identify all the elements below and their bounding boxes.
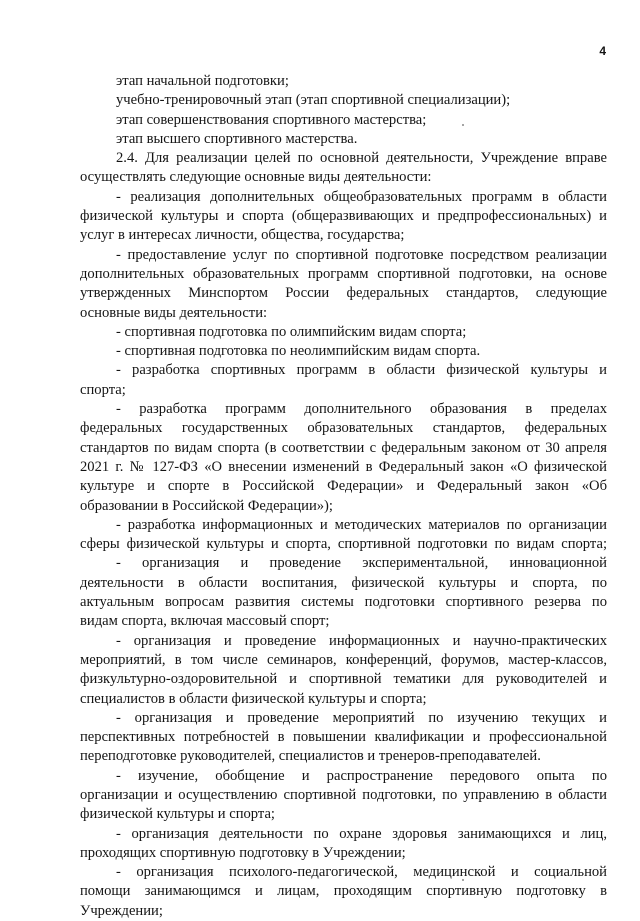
- page-number: 4: [599, 44, 606, 58]
- text-line: этап совершенствования спортивного мастерства;: [116, 111, 427, 128]
- text-line: - организация и проведение мероприятий по изучению текущих и: [116, 709, 607, 726]
- text-line: физкультурно-оздоровительной и спортивной тематики для руководителей и: [80, 671, 607, 688]
- text-line: основные виды деятельности:: [80, 304, 268, 321]
- text-line: проходящих спортивную подготовку в Учреждении;: [80, 844, 406, 861]
- text-line: переподготовке руководителей, специалистов и тренеров-преподавателей.: [80, 748, 541, 765]
- text-line: федеральных государственных образовательных стандартов, федеральных: [80, 420, 607, 437]
- text-line: учебно-тренировочный этап (этап спортивной специализации);: [116, 92, 511, 109]
- text-line: - реализация дополнительных общеобразовательных программ в области: [116, 188, 607, 205]
- text-line: - спортивная подготовка по олимпийским видам спорта;: [116, 323, 467, 340]
- text-line: утвержденных Минспортом России федеральных стандартов, следующие: [80, 285, 607, 302]
- text-line: физической культуры и спорта;: [80, 806, 275, 823]
- text-line: Учреждении;: [80, 902, 163, 919]
- text-line: - спортивная подготовка по неолимпийским видам спорта.: [116, 343, 481, 360]
- text-line: деятельности в области воспитания, физической культуры и спорта, по: [80, 574, 607, 591]
- text-line: - разработка спортивных программ в области физической культуры и: [116, 362, 607, 379]
- text-line: культуре и спорте в Российской Федерации» и Федеральный закон «Об: [80, 478, 607, 495]
- text-line: - изучение, обобщение и распространение передового опыта по: [116, 767, 607, 784]
- text-line: стандартов по видам спорта (в соответствии с федеральным законом от 30 апреля: [80, 439, 607, 456]
- text-line: - организация психолого-педагогической, медицинской и социальной: [116, 864, 607, 881]
- text-line: актуальным вопросам развития системы подготовки спортивного резерва по: [80, 594, 607, 611]
- text-line: - предоставление услуг по спортивной подготовке посредством реализации: [116, 246, 607, 263]
- text-line: - разработка информационных и методических материалов по организации: [116, 516, 607, 533]
- text-line: образовании в Российской Федерации»);: [80, 497, 333, 514]
- text-line: 2.4. Для реализации целей по основной деятельности, Учреждение вправе: [116, 150, 607, 167]
- document-body: [80, 72, 607, 921]
- text-line: сферы физической культуры и спорта, спортивной подготовки по видам спорта;: [80, 536, 607, 553]
- text-line: этап высшего спортивного мастерства.: [116, 130, 358, 147]
- text-line: перспективных потребностей в повышении квалификации и профессиональной: [80, 729, 607, 746]
- text-line: дополнительных образовательных программ спортивной подготовки, на основе: [80, 265, 607, 282]
- text-line: спорта;: [80, 381, 126, 398]
- text-line: услуг в интересах личности, общества, государства;: [80, 227, 405, 244]
- text-line: мероприятий, в том числе семинаров, конференций, форумов, мастер-классов,: [80, 651, 607, 668]
- text-line: видам спорта, включая массовый спорт;: [80, 613, 330, 630]
- text-line: - организация деятельности по охране здоровья занимающихся и лиц,: [116, 825, 607, 842]
- text-line: осуществлять следующие основные виды деятельности:: [80, 169, 432, 186]
- text-line: физической культуры и спорта (общеразвивающих и предпрофессиональных) и: [80, 208, 607, 225]
- text-line: помощи занимающимся и лицам, проходящим спортивную подготовку в: [80, 883, 607, 900]
- text-line: организации и осуществлению спортивной подготовки, по управлению в области: [80, 786, 607, 803]
- text-line: - разработка программ дополнительного образования в пределах: [116, 401, 607, 418]
- text-line: этап начальной подготовки;: [116, 73, 289, 89]
- text-line: специалистов в области физической культуры и спорта;: [80, 690, 427, 707]
- text-line: - организация и проведение информационных и научно-практических: [116, 632, 607, 649]
- text-line: - организация и проведение экспериментальной, инновационной: [116, 555, 607, 572]
- text-line: 2021 г. № 127-ФЗ «О внесении изменений в Федеральный закон «О физической: [80, 458, 607, 475]
